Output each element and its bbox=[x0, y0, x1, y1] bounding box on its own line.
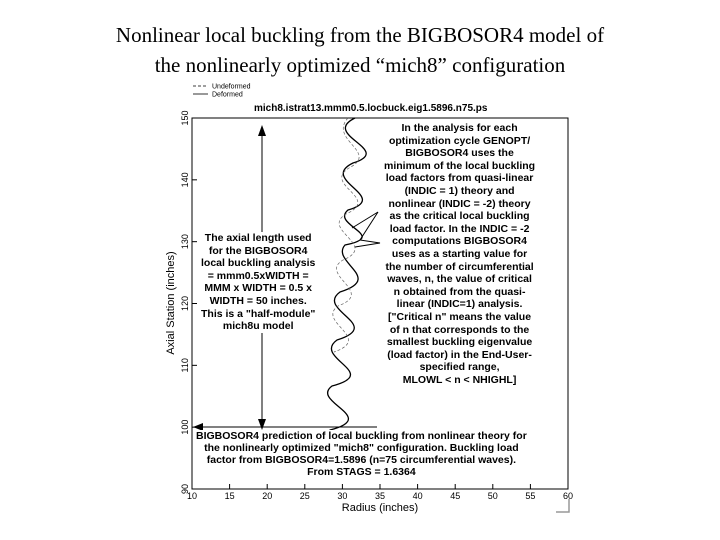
axial-length-note-line: for the BIGBOSOR4 bbox=[208, 244, 308, 257]
axial-arrow-head-top bbox=[258, 125, 266, 136]
prediction-note bbox=[196, 430, 527, 478]
analysis-note-line: minimum of the local buckling bbox=[384, 159, 536, 172]
analysis-note-line: load factors from quasi-linear bbox=[385, 172, 534, 185]
y-tick-label: 100 bbox=[180, 419, 190, 435]
title-line-1: Nonlinear local buckling from the BIGBOSOR4 model of bbox=[115, 23, 605, 47]
axial-length-note-line: = mmm0.5xWIDTH = bbox=[207, 269, 309, 282]
analysis-note-line: optimization cycle GENOPT/ bbox=[388, 134, 531, 147]
figure-filename: mich8.istrat13.mmm0.5.locbuck.eig1.5896.n75.ps bbox=[254, 103, 488, 114]
legend-undeformed: Undeformed bbox=[212, 83, 251, 91]
analysis-note-line: specified range, bbox=[419, 361, 500, 374]
y-tick-label: 140 bbox=[180, 172, 190, 188]
analysis-note-line: as the critical local buckling bbox=[389, 210, 530, 223]
analysis-note-line: MLOWL < n < NHIGHL] bbox=[402, 373, 517, 386]
x-tick-label: 55 bbox=[525, 491, 536, 501]
axial-length-note-line: local buckling analysis bbox=[201, 257, 316, 270]
analysis-note-line: (load factor) in the End-User- bbox=[387, 348, 532, 361]
prediction-note-line: From STAGS = 1.6364 bbox=[307, 466, 416, 478]
analysis-note-line: uses as a starting value for bbox=[391, 247, 528, 260]
y-tick-label: 130 bbox=[180, 234, 190, 250]
analysis-note-line: BIGBOSOR4 uses the bbox=[405, 147, 514, 160]
y-axis-label: Axial Station (inches) bbox=[165, 251, 177, 355]
y-tick-label: 120 bbox=[180, 295, 190, 312]
analysis-note-line: load factor. In the INDIC = -2 bbox=[389, 222, 530, 235]
y-tick-label: 110 bbox=[180, 358, 190, 373]
x-tick-label: 15 bbox=[224, 491, 235, 501]
analysis-note-line: smallest buckling eigenvalue bbox=[386, 336, 533, 349]
y-tick-label: 150 bbox=[180, 110, 190, 126]
analysis-note-line: (INDIC = 1) theory and bbox=[404, 184, 515, 197]
analysis-note-line: computations BIGBOSOR4 bbox=[392, 235, 527, 248]
analysis-note-line: linear (INDIC=1) analysis. bbox=[396, 298, 523, 311]
x-tick-label: 60 bbox=[562, 491, 574, 501]
analysis-note bbox=[384, 122, 535, 386]
axial-length-note-line: MMM x WIDTH = 0.5 x bbox=[204, 282, 313, 295]
x-tick-label: 20 bbox=[262, 491, 273, 501]
title-line-2: the nonlinearly optimized “mich8” configuration bbox=[154, 53, 566, 77]
axial-length-note-line: This is a "half-module" bbox=[201, 307, 316, 320]
legend-deformed: Deformed bbox=[212, 91, 243, 99]
x-tick-label: 25 bbox=[299, 491, 310, 501]
x-tick-label: 10 bbox=[186, 491, 198, 501]
y-tick-label: 90 bbox=[180, 483, 190, 495]
prediction-note-line: the nonlinearly optimized "mich8" configuration. Buckling load bbox=[204, 442, 519, 454]
analysis-note-line: nonlinear (INDIC = -2) theory bbox=[388, 197, 531, 210]
x-axis-label: Radius (inches) bbox=[341, 502, 419, 514]
deformed-shell-curve bbox=[328, 118, 367, 475]
x-tick-label: 30 bbox=[337, 491, 348, 501]
x-tick-label: 50 bbox=[487, 491, 498, 501]
axial-length-note-line: mich8u model bbox=[222, 320, 294, 333]
axial-length-note-line: The axial length used bbox=[204, 232, 312, 244]
prediction-note-line: factor from BIGBOSOR4=1.5896 (n=75 circumferential waves). bbox=[206, 454, 517, 466]
axial-length-note-line: WIDTH = 50 inches. bbox=[209, 294, 307, 307]
analysis-note-line: of n that corresponds to the bbox=[389, 323, 530, 336]
analysis-note-line: In the analysis for each bbox=[401, 122, 518, 134]
analysis-note-line: n obtained from the quasi- bbox=[393, 285, 526, 298]
axial-length-note bbox=[201, 232, 315, 333]
x-tick-label: 35 bbox=[374, 491, 386, 501]
analysis-note-line: ["Critical n" means the value bbox=[388, 310, 532, 323]
x-tick-label: 45 bbox=[450, 491, 461, 501]
analysis-note-line: the number of circumferential bbox=[385, 260, 534, 273]
axial-arrow-head-bottom bbox=[258, 419, 266, 430]
analysis-note-line: waves, n, the value of critical bbox=[387, 273, 532, 286]
prediction-note-line: BIGBOSOR4 prediction of local buckling from nonlinear theory for bbox=[196, 430, 527, 442]
x-tick-label: 40 bbox=[412, 491, 423, 501]
